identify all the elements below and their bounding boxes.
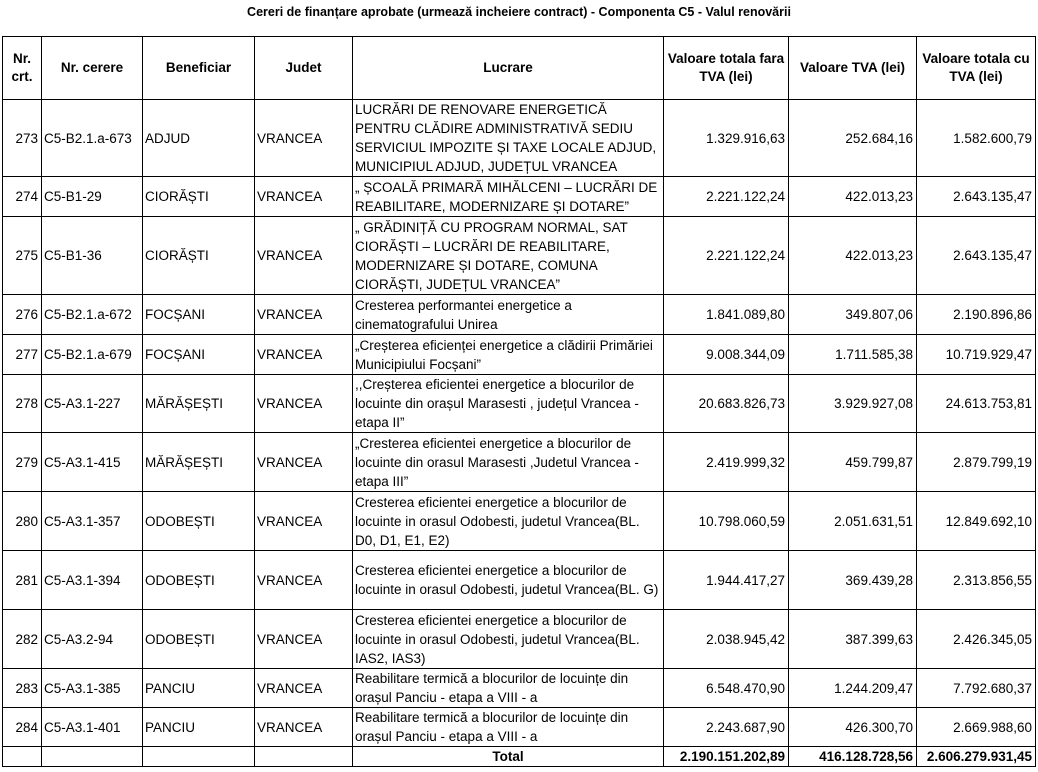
table-row (3, 492, 1036, 551)
total-empty-cerere (42, 747, 143, 767)
cell-nr: 273 (3, 100, 42, 177)
total-empty-judet (255, 747, 353, 767)
cell-cerere: C5-A3.1-394 (42, 551, 143, 610)
table-row (3, 669, 1036, 708)
cell-fara-tva: 1.841.089,80 (664, 295, 789, 335)
cell-lucrare: Reabilitare termică a blocurilor de locuințe din orașul Panciu - etapa a VIII - a (353, 669, 664, 708)
document-title: Cereri de finanțare aprobate (urmează incheiere contract) - Componenta C5 - Valul renovării (247, 5, 791, 19)
cell-judet: VRANCEA (255, 375, 353, 433)
header-lucrare: Lucrare (353, 37, 664, 100)
header-cerere: Nr. cerere (42, 37, 143, 100)
cell-nr: 279 (3, 433, 42, 492)
cell-cu-tva: 2.643.135,47 (917, 217, 1036, 295)
cell-beneficiar: PANCIU (143, 669, 255, 708)
cell-fara-tva: 2.038.945,42 (664, 610, 789, 669)
cell-lucrare: „ ȘCOALĂ PRIMARĂ MIHĂLCENI – LUCRĂRI DE REABILITARE, MODERNIZARE ȘI DOTARE” (353, 177, 664, 217)
total-empty-nr (3, 747, 42, 767)
cell-judet: VRANCEA (255, 335, 353, 375)
cell-beneficiar: ADJUD (143, 100, 255, 177)
header-beneficiar: Beneficiar (143, 37, 255, 100)
cell-lucrare: Reabilitare termică a blocurilor de locuințe din orașul Panciu - etapa a VIII - a (353, 708, 664, 747)
cell-cerere: C5-A3.1-385 (42, 669, 143, 708)
cell-cu-tva: 10.719.929,47 (917, 335, 1036, 375)
cell-nr: 280 (3, 492, 42, 551)
cell-fara-tva: 1.944.417,27 (664, 551, 789, 610)
cell-fara-tva: 2.221.122,24 (664, 217, 789, 295)
total-empty-beneficiar (143, 747, 255, 767)
cell-fara-tva: 6.548.470,90 (664, 669, 789, 708)
cell-fara-tva: 10.798.060,59 (664, 492, 789, 551)
cell-lucrare: Cresterea eficientei energetice a blocurilor de locuinte in orasul Odobesti, judetul Vrancea(BL. D0, D1, E1, E2) (353, 492, 664, 551)
funding-table (2, 36, 1036, 767)
cell-beneficiar: PANCIU (143, 708, 255, 747)
cell-judet: VRANCEA (255, 669, 353, 708)
cell-tva: 369.439,28 (789, 551, 917, 610)
cell-lucrare: „Cresterea eficientei energetice a blocurilor de locuinte din orasul Marasesti ,Judetul Vrancea - etapa III” (353, 433, 664, 492)
cell-nr: 277 (3, 335, 42, 375)
cell-tva: 459.799,87 (789, 433, 917, 492)
cell-judet: VRANCEA (255, 492, 353, 551)
cell-cerere: C5-A3.1-401 (42, 708, 143, 747)
cell-cerere: C5-B1-29 (42, 177, 143, 217)
cell-nr: 281 (3, 551, 42, 610)
total-cu-tva: 2.606.279.931,45 (917, 747, 1036, 767)
cell-tva: 422.013,23 (789, 177, 917, 217)
cell-beneficiar: MĂRĂȘEȘTI (143, 375, 255, 433)
cell-judet: VRANCEA (255, 610, 353, 669)
table-row (3, 433, 1036, 492)
cell-cerere: C5-B2.1.a-679 (42, 335, 143, 375)
table-row (3, 295, 1036, 335)
cell-beneficiar: CIORĂȘTI (143, 177, 255, 217)
cell-cu-tva: 24.613.753,81 (917, 375, 1036, 433)
cell-cu-tva: 2.426.345,05 (917, 610, 1036, 669)
cell-judet: VRANCEA (255, 551, 353, 610)
cell-fara-tva: 2.243.687,90 (664, 708, 789, 747)
cell-lucrare: „Creșterea eficienței energetice a clădirii Primăriei Municipiului Focșani” (353, 335, 664, 375)
cell-fara-tva: 20.683.826,73 (664, 375, 789, 433)
cell-beneficiar: ODOBEȘTI (143, 610, 255, 669)
cell-nr: 276 (3, 295, 42, 335)
cell-beneficiar: FOCȘANI (143, 295, 255, 335)
cell-cu-tva: 2.190.896,86 (917, 295, 1036, 335)
header-nr: Nr. crt. (3, 37, 42, 100)
cell-beneficiar: FOCȘANI (143, 335, 255, 375)
table-row (3, 335, 1036, 375)
cell-cu-tva: 2.643.135,47 (917, 177, 1036, 217)
cell-nr: 282 (3, 610, 42, 669)
cell-cu-tva: 2.313.856,55 (917, 551, 1036, 610)
header-judet: Judet (255, 37, 353, 100)
cell-cu-tva: 1.582.600,79 (917, 100, 1036, 177)
cell-judet: VRANCEA (255, 295, 353, 335)
cell-cu-tva: 12.849.692,10 (917, 492, 1036, 551)
cell-fara-tva: 1.329.916,63 (664, 100, 789, 177)
cell-fara-tva: 2.221.122,24 (664, 177, 789, 217)
cell-tva: 3.929.927,08 (789, 375, 917, 433)
cell-lucrare: „ GRĂDINIȚĂ CU PROGRAM NORMAL, SAT CIORĂȘTI – LUCRĂRI DE REABILITARE, MODERNIZARE ȘI DOTARE, COMUNA CIORĂȘTI, JUDEȚUL VRANCEA” (353, 217, 664, 295)
cell-cerere: C5-B2.1.a-673 (42, 100, 143, 177)
table-row (3, 708, 1036, 747)
cell-judet: VRANCEA (255, 100, 353, 177)
cell-judet: VRANCEA (255, 433, 353, 492)
table-header-row (3, 37, 1036, 100)
cell-fara-tva: 9.008.344,09 (664, 335, 789, 375)
cell-judet: VRANCEA (255, 217, 353, 295)
cell-cerere: C5-A3.1-357 (42, 492, 143, 551)
cell-nr: 284 (3, 708, 42, 747)
cell-cerere: C5-B2.1.a-672 (42, 295, 143, 335)
cell-lucrare: Cresterea eficientei energetice a blocurilor de locuinte in orasul Odobesti, judetul Vrancea(BL. G) (353, 551, 664, 610)
cell-lucrare: Cresterea eficientei energetice a blocurilor de locuinte in orasul Odobesti, judetul Vrancea(BL. IAS2, IAS3) (353, 610, 664, 669)
cell-cu-tva: 2.879.799,19 (917, 433, 1036, 492)
cell-tva: 2.051.631,51 (789, 492, 917, 551)
table-row (3, 217, 1036, 295)
header-tva: Valoare TVA (lei) (789, 37, 917, 100)
cell-cerere: C5-A3.1-227 (42, 375, 143, 433)
table-row (3, 177, 1036, 217)
cell-nr: 275 (3, 217, 42, 295)
cell-judet: VRANCEA (255, 708, 353, 747)
cell-tva: 252.684,16 (789, 100, 917, 177)
cell-cu-tva: 7.792.680,37 (917, 669, 1036, 708)
cell-cerere: C5-A3.1-415 (42, 433, 143, 492)
table-row (3, 375, 1036, 433)
total-tva: 416.128.728,56 (789, 747, 917, 767)
cell-tva: 422.013,23 (789, 217, 917, 295)
table-row (3, 610, 1036, 669)
cell-cerere: C5-B1-36 (42, 217, 143, 295)
total-row (3, 747, 1036, 767)
cell-tva: 349.807,06 (789, 295, 917, 335)
cell-nr: 283 (3, 669, 42, 708)
cell-lucrare: Cresterea performantei energetice a cinematografului Unirea (353, 295, 664, 335)
cell-cerere: C5-A3.2-94 (42, 610, 143, 669)
cell-tva: 1.244.209,47 (789, 669, 917, 708)
total-label: Total (353, 747, 664, 767)
cell-judet: VRANCEA (255, 177, 353, 217)
header-cu-tva: Valoare totala cu TVA (lei) (917, 37, 1036, 100)
cell-beneficiar: CIORĂȘTI (143, 217, 255, 295)
header-fara-tva: Valoare totala fara TVA (lei) (664, 37, 789, 100)
cell-tva: 1.711.585,38 (789, 335, 917, 375)
cell-nr: 274 (3, 177, 42, 217)
cell-lucrare: ,,Creșterea eficientei energetice a blocurilor de locuinte din orașul Marasesti , județul Vrancea - etapa II” (353, 375, 664, 433)
cell-nr: 278 (3, 375, 42, 433)
cell-tva: 426.300,70 (789, 708, 917, 747)
cell-tva: 387.399,63 (789, 610, 917, 669)
table-row (3, 100, 1036, 177)
cell-lucrare: LUCRĂRI DE RENOVARE ENERGETICĂ PENTRU CLĂDIRE ADMINISTRATIVĂ SEDIU SERVICIUL IMPOZITE ȘI TAXE LOCALE ADJUD, MUNICIPIUL ADJUD, JUDEȚUL VRANCEA (353, 100, 664, 177)
table-row (3, 551, 1036, 610)
cell-beneficiar: ODOBEȘTI (143, 551, 255, 610)
cell-cu-tva: 2.669.988,60 (917, 708, 1036, 747)
total-fara-tva: 2.190.151.202,89 (664, 747, 789, 767)
cell-beneficiar: ODOBEȘTI (143, 492, 255, 551)
cell-fara-tva: 2.419.999,32 (664, 433, 789, 492)
cell-beneficiar: MĂRĂȘEȘTI (143, 433, 255, 492)
